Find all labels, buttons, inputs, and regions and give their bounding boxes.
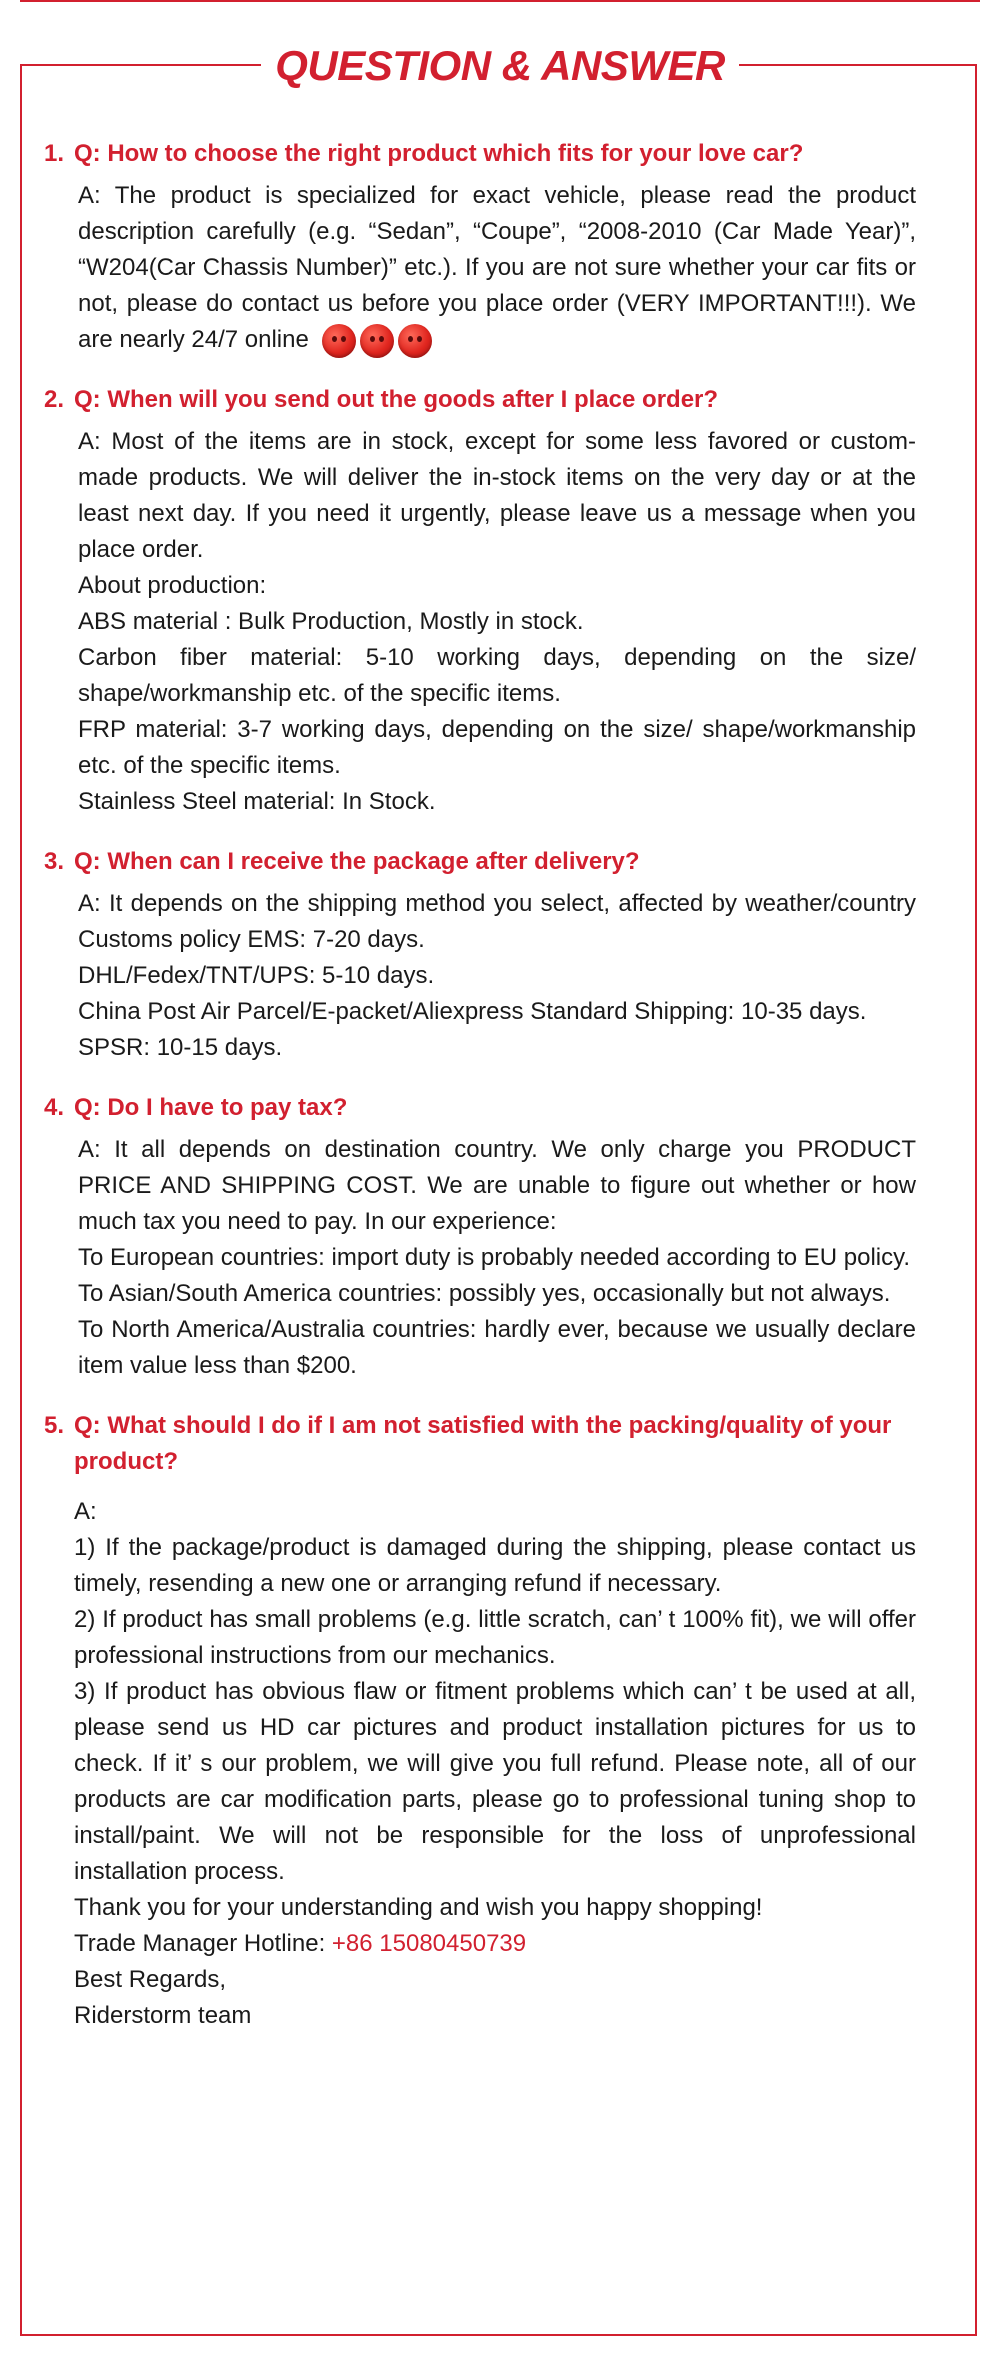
answer-line: Stainless Steel material: In Stock. — [78, 788, 436, 815]
answer-line: ABS material : Bulk Production, Mostly in stock. — [78, 608, 584, 635]
answer-1 — [78, 178, 916, 358]
answer-line: To North America/Australia countries: hardly ever, because we usually declare item value less than $200. — [78, 1316, 916, 1379]
answer-4 — [78, 1132, 916, 1384]
question-number: 2. — [44, 386, 65, 413]
question-1 — [44, 136, 916, 172]
answer-line: A: The product is specialized for exact vehicle, please read the product description carefully (e.g. “Sedan”, “Coupe”, “2008-2010 (Car Made Year)”, “W204(Car Chassis Number)” etc.). If you are not sure whether your car fits or not, please do contact us before you place order (VERY IMPORTANT!!!). We are nearly 24/7 online — [78, 182, 916, 353]
angry-face-icon — [360, 324, 394, 358]
answer-line: A: It depends on the shipping method you select, affected by weather/country Customs policy EMS: 7-20 days. — [78, 890, 916, 953]
page-title — [0, 34, 1000, 98]
answer-line: Thank you for your understanding and wish you happy shopping! — [74, 1894, 763, 1921]
answer-5 — [74, 1494, 916, 2034]
answer-line: 2) If product has small problems (e.g. little scratch, can’ t 100% fit), we will offer professional instructions from our mechanics. — [74, 1606, 916, 1669]
page-title-text: QUESTION & ANSWER — [261, 34, 739, 98]
answer-line: 1) If the package/product is damaged during the shipping, please contact us timely, resending a new one or arranging refund if necessary. — [74, 1534, 916, 1597]
answer-3 — [78, 886, 916, 1066]
angry-face-icon — [398, 324, 432, 358]
hotline-number: +86 15080450739 — [331, 1930, 527, 1957]
answer-line: DHL/Fedex/TNT/UPS: 5-10 days. — [78, 962, 435, 989]
question-number: 4. — [44, 1094, 65, 1121]
answer-line: To Asian/South America countries: possibly yes, occasionally but not always. — [78, 1280, 891, 1307]
question-text: Q: When can I receive the package after delivery? — [74, 848, 640, 875]
answer-line: 3) If product has obvious flaw or fitment problems which can’ t be used at all, please send us HD car pictures and product installation pictures for us to check. If it’ s our problem, we will give you full refund. Please note, all of our products are car modification parts, please go to professional tuning shop to install/paint. We will not be responsible for the loss of unprofessional installation process. — [74, 1678, 916, 1885]
answer-line: SPSR: 10-15 days. — [78, 1034, 283, 1061]
qa-list — [44, 136, 916, 2058]
question-3 — [44, 844, 916, 880]
question-number: 5. — [44, 1412, 65, 1439]
answer-line: FRP material: 3-7 working days, depending on the size/ shape/workmanship etc. of the specific items. — [78, 716, 916, 779]
angry-face-icon — [322, 324, 356, 358]
answer-2 — [78, 424, 916, 820]
question-text: Q: What should I do if I am not satisfied with the packing/quality of your product? — [74, 1412, 892, 1475]
answer-line: A: Most of the items are in stock, except for some less favored or custom-made products. We will deliver the in-stock items on the very day or at the least next day. If you need it urgently, please leave us a message when you place order. — [78, 428, 916, 563]
regards-line: Best Regards, — [74, 1966, 227, 1993]
team-signature: Riderstorm team — [74, 2002, 252, 2029]
qa-item-1 — [44, 136, 916, 358]
question-number: 1. — [44, 140, 65, 167]
answer-line: About production: — [78, 572, 267, 599]
answer-line: A: — [74, 1498, 97, 1525]
answer-line: Carbon fiber material: 5-10 working days, depending on the size/ shape/workmanship etc. of the specific items. — [78, 644, 916, 707]
question-4 — [44, 1090, 916, 1126]
qa-item-5 — [44, 1408, 916, 2034]
qa-item-2 — [44, 382, 916, 820]
question-text: Q: Do I have to pay tax? — [74, 1094, 348, 1121]
question-2 — [44, 382, 916, 418]
qa-item-4 — [44, 1090, 916, 1384]
answer-line: A: It all depends on destination country. We only charge you PRODUCT PRICE AND SHIPPING COST. We are unable to figure out whether or how much tax you need to pay. In our experience: — [78, 1136, 916, 1235]
answer-line: China Post Air Parcel/E-packet/Aliexpress Standard Shipping: 10-35 days. — [78, 998, 867, 1025]
qa-item-3 — [44, 844, 916, 1066]
emoji-row — [322, 324, 432, 358]
top-divider — [20, 0, 980, 2]
hotline-label: Trade Manager Hotline: — [74, 1930, 332, 1957]
answer-line: To European countries: import duty is probably needed according to EU policy. — [78, 1244, 911, 1271]
hotline-line — [74, 1926, 916, 1962]
question-text: Q: How to choose the right product which fits for your love car? — [74, 140, 804, 167]
question-number: 3. — [44, 848, 65, 875]
question-text: Q: When will you send out the goods after I place order? — [74, 386, 719, 413]
question-5 — [44, 1408, 916, 1480]
